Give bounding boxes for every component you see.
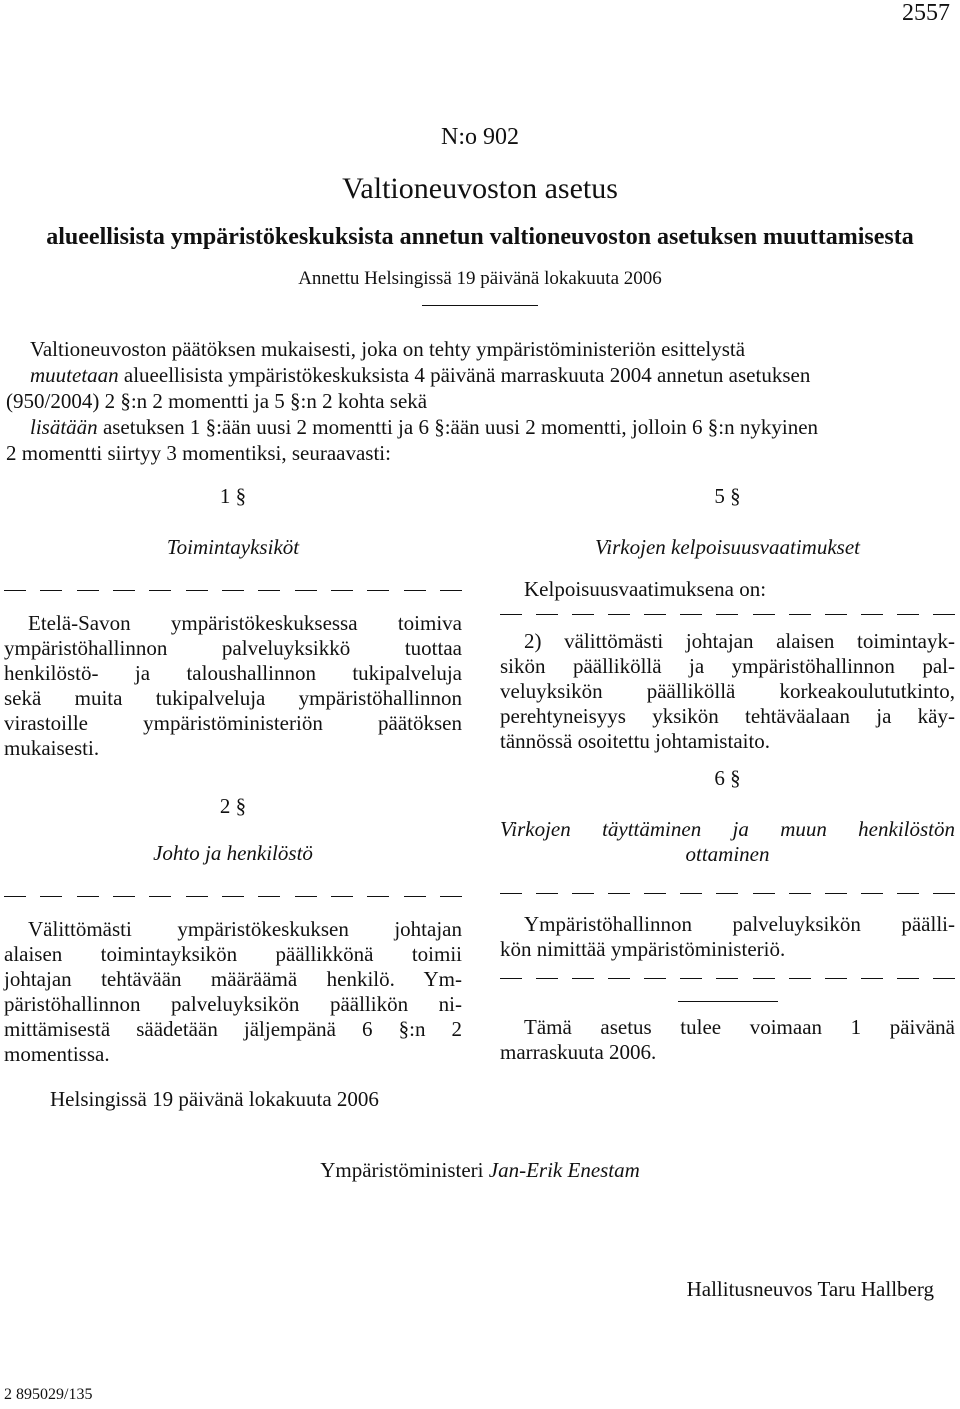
entry-line-1: Tämä asetus tulee voimaan 1 päivänä bbox=[524, 1015, 955, 1039]
body-line: veluyksikön päälliköllä korkeakoulututkinto, bbox=[500, 679, 955, 703]
section-body bbox=[4, 611, 462, 761]
preamble-line-4 bbox=[6, 414, 956, 440]
page-number: 2557 bbox=[902, 0, 950, 26]
section-title-line-1: Virkojen täyttäminen ja muun henkilöstön bbox=[500, 817, 955, 841]
preamble-line-1: Valtioneuvoston päätöksen mukaisesti, joka on tehty ympäristöministeriön esittelystä bbox=[30, 337, 746, 361]
body-line: sekä muita tukipalveluja ympäristöhallinnon bbox=[4, 686, 462, 710]
document-subtitle: alueellisista ympäristökeskuksista annetun valtioneuvoston asetuksen muuttamisesta bbox=[46, 224, 914, 250]
body-line: tännössä osoitettu johtamistaito. bbox=[500, 729, 771, 753]
minister-signature bbox=[0, 1158, 960, 1183]
end-divider bbox=[678, 1001, 778, 1009]
signoff-place-date: Helsingissä 19 päivänä lokakuuta 2006 bbox=[50, 1087, 379, 1111]
body-line: momentissa. bbox=[4, 1042, 110, 1066]
body-line: kön nimittää ympäristöministeriö. bbox=[500, 937, 786, 961]
section-title: Virkojen kelpoisuusvaatimukset bbox=[595, 535, 860, 559]
body-line: johtajan tehtävään määräämä henkilö. Ym- bbox=[4, 967, 462, 991]
body-line: Välittömästi ympäristökeskuksen johtajan bbox=[28, 917, 462, 941]
section-body bbox=[500, 912, 955, 962]
preamble-line-2 bbox=[6, 362, 956, 388]
footer-code: 2 895029/135 bbox=[4, 1386, 93, 1403]
section-5 bbox=[500, 484, 955, 754]
preamble-amend-verb: muutetaan bbox=[30, 363, 119, 387]
body-line: Etelä-Savon ympäristökeskuksessa toimiva bbox=[28, 611, 462, 635]
preamble-line-3: (950/2004) 2 §:n 2 momentti ja 5 §:n 2 kohta sekä bbox=[6, 389, 428, 413]
body-line: ympäristöhallinnon palveluyksikkö tuottaa bbox=[4, 636, 462, 660]
preamble-line-4-text: asetuksen 1 §:ään uusi 2 momentti ja 6 §:ään uusi 2 momentti, jolloin 6 §:n nykyinen bbox=[97, 415, 819, 439]
section-title-line-2: ottaminen bbox=[685, 842, 770, 866]
section-body bbox=[500, 629, 955, 754]
preamble-add-verb: lisätään bbox=[30, 415, 98, 439]
minister-role: Ympäristöministeri bbox=[320, 1158, 484, 1182]
entry-into-force bbox=[500, 1015, 955, 1065]
body-line: 2) välittömästi johtajan alaisen toimintayk- bbox=[524, 629, 955, 653]
title-divider bbox=[422, 305, 538, 306]
body-line: päristöhallinnon palveluyksikön päällikön ni- bbox=[4, 992, 462, 1016]
section-2 bbox=[4, 794, 462, 1067]
preamble bbox=[6, 336, 956, 466]
omission-dashes bbox=[500, 602, 955, 627]
preamble-line-5: 2 momentti siirtyy 3 momentiksi, seuraavasti: bbox=[6, 441, 391, 465]
section-intro: Kelpoisuusvaatimuksena on: bbox=[524, 577, 767, 601]
body-line: Ympäristöhallinnon palveluyksikön päälli- bbox=[524, 912, 955, 936]
body-line: henkilöstö- ja taloushallinnon tukipalveluja bbox=[4, 661, 462, 685]
section-body bbox=[4, 917, 462, 1067]
section-heading: 2 § bbox=[219, 794, 247, 818]
counsel-signature: Hallitusneuvos Taru Hallberg bbox=[686, 1277, 934, 1301]
document-title: Valtioneuvoston asetus bbox=[342, 172, 618, 205]
body-line: alaisen toimintayksikön päällikkönä toimii bbox=[4, 942, 462, 966]
omission-dashes bbox=[4, 578, 462, 603]
body-line: mittämisestä säädetään jäljempänä 6 §:n 2 bbox=[4, 1017, 462, 1041]
omission-dashes bbox=[500, 881, 955, 906]
section-6 bbox=[500, 766, 955, 1065]
body-line: virastoille ympäristöministeriön päätöksen bbox=[4, 711, 462, 735]
section-heading: 1 § bbox=[219, 484, 247, 508]
section-1 bbox=[4, 484, 462, 761]
section-title: Johto ja henkilöstö bbox=[153, 841, 313, 865]
omission-dashes bbox=[4, 884, 462, 909]
omission-dashes bbox=[500, 966, 955, 991]
section-title: Toimintayksiköt bbox=[166, 535, 300, 559]
minister-name: Jan-Erik Enestam bbox=[488, 1158, 640, 1182]
preamble-line-2-text: alueellisista ympäristökeskuksista 4 päivänä marraskuuta 2004 annetun asetuksen bbox=[118, 363, 811, 387]
entry-line-2: marraskuuta 2006. bbox=[500, 1040, 657, 1064]
body-line: perehtyneisyys yksikön tehtäväalaan ja käy- bbox=[500, 704, 955, 728]
section-heading: 5 § bbox=[714, 484, 741, 508]
body-line: sikön päälliköllä ja ympäristöhallinnon pal- bbox=[500, 654, 955, 678]
document-number: N:o 902 bbox=[441, 124, 519, 150]
given-date: Annettu Helsingissä 19 päivänä lokakuuta 2006 bbox=[298, 268, 662, 289]
body-line: mukaisesti. bbox=[4, 736, 100, 760]
section-heading: 6 § bbox=[714, 766, 741, 790]
